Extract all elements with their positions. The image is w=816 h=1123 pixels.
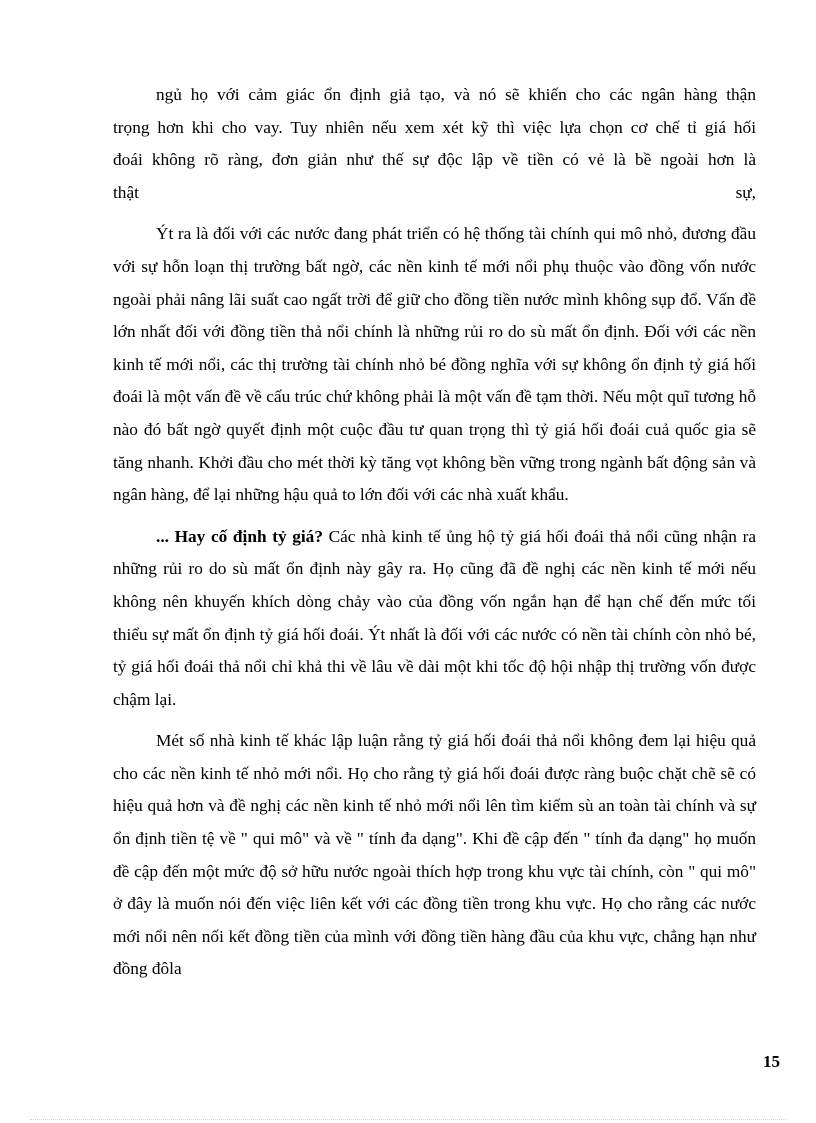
page-bottom-divider [30,1119,786,1120]
document-body [113,79,756,995]
page-number: 15 [763,1052,780,1071]
paragraph-fixed-rate [113,521,756,717]
text-line: trọng hơn khi cho vay. Tuy nhiên nếu xem xét kỹ thì việc lựa chọn cơ chế tỉ giá hối [113,117,756,137]
paragraph-other-economists [113,725,756,986]
paragraph-emerging-economies [113,218,756,511]
text-line: ngủ họ với cảm giác ổn định giả tạo, và nó sẽ khiến cho các ngân hàng thận [156,85,756,104]
paragraph-text: Mét số nhà kinh tế khác lập luận rằng tỷ giá hối đoái thả nổi không đem lại hiệu quả cho các nền kinh tế nhỏ mới nổi. Họ cho rằng tỷ giá hối đoái được ràng buộc chặt chẽ sẽ có hiệu quả hơn và đề nghị các nền kinh tế nhỏ mới nổi lên tìm kiếm sù an toàn tài chính và sự ổn định tiền tệ về " qui mô" và về " tính đa dạng". Khi đề cập đến " tính đa dạng" họ muốn đề cập đến một mức độ sở hữu nước ngoài thích hợp trong khu vực tài chính, còn " qui mô" ở đây là muốn nói đến việc liên kết với các đồng tiền trong khu vực. Họ cho rằng các nước mới nổi nên nối kết đồng tiền của mình với đồng tiền hàng đầu của khu vực, chẳng hạn như đồng đôla [113,731,756,979]
paragraph-text: Các nhà kinh tế ủng hộ tỷ giá hối đoái thả nổi cũng nhận ra những rủi ro do sù mất ổn định này gây ra. Họ cũng đã đề nghị các nền kinh tế mới nếu không nên khuyến khích dòng chảy vào của đồng vốn ngắn hạn để hạn chế đến mức tối thiểu sự mất ổn định tỷ giá hối đoái. Ýt nhất là đối với các nước có nền tài chính còn nhỏ bé, tỷ giá hối đoái thả nổi chỉ khả thi về lâu về dài một khi tốc độ hội nhập thị trường vốn được chậm lại. [113,526,756,709]
paragraph-continuation [113,79,756,209]
text-line: thật sự, [113,182,756,202]
paragraph-text: Ýt ra là đối với các nước đang phát triển có hệ thống tài chính qui mô nhỏ, đương đầu với sự hỗn loạn thị trường bất ngờ, các nền kinh tế mới nổi phụ thuộc vào đồng vốn nước ngoài phải nâng lãi suất cao ngất trời để giữ cho đồng tiền nước mình không sụp đổ. Vấn đề lớn nhất đối với đồng tiền thả nổi chính là những rủi ro do sù mất ổn định. Đối với các nền kinh tế mới nổi, các thị trường tài chính nhỏ bé đồng nghĩa với sự không ổn định tỷ giá hối đoái là một vấn đề về cấu trúc chứ không phải là một vấn đề tạm thời. Nếu một quĩ tương hỗ nào đó bất ngờ quyết định một cuộc đầu tư quan trọng thì tỷ giá hối đoái cuả quốc gia sẽ tăng nhanh. Khởi đầu cho mét thời kỳ tăng vọt không bền vững trong ngành bất động sản và ngân hàng, để lại những hậu quả to lớn đối với các nhà xuất khẩu. [113,224,756,505]
paragraph-bold-lead: ... Hay cố định tỷ giá? [156,526,323,546]
text-line: đoái không rõ ràng, đơn giản như thế sự độc lập về tiền có vẻ là bề ngoài hơn là [113,150,756,170]
